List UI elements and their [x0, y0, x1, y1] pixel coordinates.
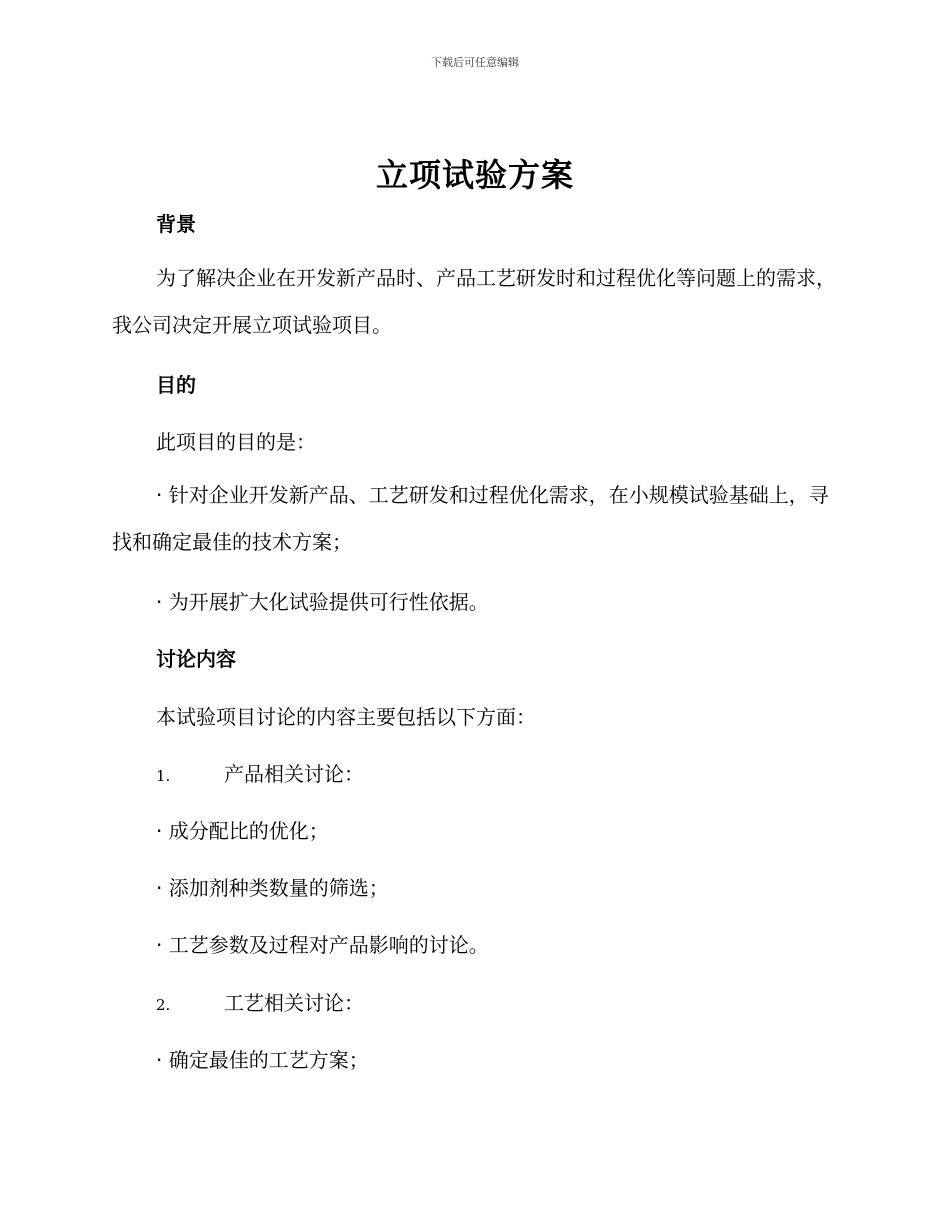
document-title: 立项试验方案 [375, 156, 574, 194]
list-item: · 添加剂种类数量的筛选； [156, 876, 389, 900]
item-label: 产品相关讨论： [224, 762, 364, 786]
section-heading-discussion: 讨论内容 [156, 647, 236, 671]
list-item: · 确定最佳的工艺方案； [156, 1048, 369, 1072]
discussion-intro: 本试验项目讨论的内容主要包括以下方面： [156, 705, 536, 729]
item-number: 2. [156, 996, 171, 1014]
section-heading-background: 背景 [156, 212, 196, 236]
item-number: 1. [156, 767, 171, 785]
purpose-bullet-2: · 为开展扩大化试验提供可行性依据。 [156, 590, 489, 614]
list-item: · 工艺参数及过程对产品影响的讨论。 [156, 933, 489, 957]
header-note: 下载后可任意编辑 [431, 56, 519, 69]
list-item: · 成分配比的优化； [156, 819, 329, 843]
numbered-item-2 [156, 987, 364, 1016]
item-label: 工艺相关讨论： [224, 991, 364, 1015]
purpose-intro: 此项目的目的是： [156, 430, 316, 454]
numbered-item-1 [156, 758, 364, 787]
background-paragraph: 为了解决企业在开发新产品时、产品工艺研发时和过程优化等问题上的需求，我公司决定开展立项试验项目。 [112, 266, 836, 337]
purpose-bullet-1: · 针对企业开发新产品、工艺研发和过程优化需求，在小规模试验基础上，寻找和确定最佳的技术方案； [112, 483, 829, 554]
section-heading-purpose: 目的 [156, 373, 196, 397]
